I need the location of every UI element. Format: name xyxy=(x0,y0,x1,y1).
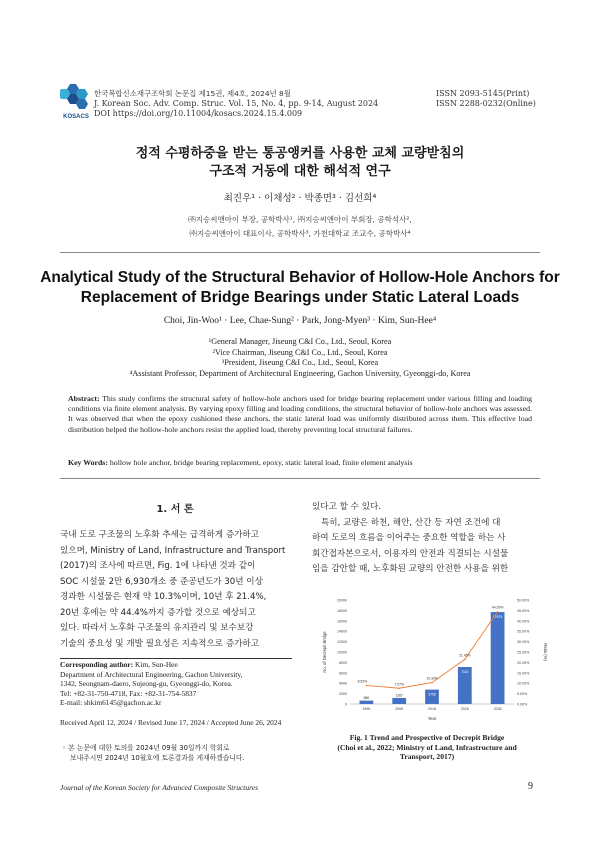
issn-print: ISSN 2093-5145(Print) xyxy=(436,89,530,98)
y-tick-label: 2000 xyxy=(339,692,347,697)
ratio-point xyxy=(366,685,368,687)
y-tick-label: 12000 xyxy=(337,640,347,645)
note-line: ◦ 본 논문에 대한 토의를 2024년 09월 30일까지 학회로 xyxy=(62,744,230,752)
abstract-text: This study confirms the structural safety of hollow-hole anchors used for bridge bearing replacement under various filling and loading conditions via finite element analysis. By varying epoxy filling and loading conditions, the structural behavior of hollow-hole anchors was assessed. It was observed that when the epoxy cushioned these anchors, the static lateral load was uniformly distributed across them. This effective load distribution helped the hollow-hole anchors resist the applied load, thereby preventing local structural failures. xyxy=(68,394,533,434)
journal-citation: J. Korean Soc. Adv. Comp. Struc. Vol. 15, No. 4, pp. 9-14, August 2024 xyxy=(94,99,379,108)
corr-line: 1342, Seongnam-daero, Sujeong-gu, Gyeonggi-do, Korea. xyxy=(60,679,233,688)
y2-tick-label: 35.00% xyxy=(517,629,530,634)
y-tick-label: 16000 xyxy=(337,619,347,624)
note-line: 보내주시면 2024년 10월호에 토론결과를 게재하겠습니다. xyxy=(70,753,245,762)
ratio-value-label: 21.45% xyxy=(459,653,471,658)
title-english-line2: Replacement of Bridge Bearings under Static Lateral Loads xyxy=(80,289,520,306)
bar xyxy=(491,612,505,704)
y2-tick-label: 20.00% xyxy=(517,660,530,665)
x-tick-label: 2026 xyxy=(460,707,469,711)
footer-journal-name: Journal of the Korean Society for Advanced Composite Structures xyxy=(60,783,259,792)
authors-english: Choi, Jin-Woo¹ · Lee, Chae-Sung² · Park, Jong-Myen³ · Kim, Sun-Hee⁴ xyxy=(163,316,437,326)
y-tick-label: 6000 xyxy=(339,671,347,676)
x-tick-label: 2006 xyxy=(395,707,404,711)
title-korean-line1: 정적 수평하중을 받는 통공앵커를 사용한 교체 교량받침의 xyxy=(135,146,465,161)
ratio-value-label: 8.93% xyxy=(357,679,368,684)
ratio-point xyxy=(398,687,400,689)
journal-info xyxy=(94,89,378,119)
logo-hexagons-icon xyxy=(60,82,92,110)
corr-email[interactable]: E-mail: shkim6145@gachon.ac.kr xyxy=(60,698,162,707)
issn-block xyxy=(436,89,536,109)
bar-value-label: 7116 xyxy=(461,669,469,674)
figure-caption xyxy=(302,733,552,762)
text-line: 국내 도로 구조물의 노후화 추세는 급격하게 증가하고 xyxy=(60,530,260,540)
keywords-label: Key Words: xyxy=(68,458,108,467)
y2-tick-label: 10.00% xyxy=(517,681,530,686)
authors-korean: 최진우¹ · 이채성² · 박종면³ · 김선희⁴ xyxy=(223,193,377,204)
intro-paragraph-continued xyxy=(312,500,544,578)
divider xyxy=(60,252,540,253)
y-tick-label: 14000 xyxy=(337,629,347,634)
x-tick-label: 1996 xyxy=(362,707,371,711)
y-tick-label: 4000 xyxy=(339,681,347,686)
affiliation-2: ²Vice Chairman, Jiseung C&I Co., Ltd., Seoul, Korea xyxy=(212,347,388,357)
doi-link[interactable]: DOI https://doi.org/10.11004/kosacs.2024.15.4.009 xyxy=(94,109,303,118)
y2-tick-label: 5.00% xyxy=(517,692,528,697)
y2-tick-label: 25.00% xyxy=(517,650,530,655)
text-line: SOC 시설물 2만 6,930개소 중 준공년도가 30년 이상 xyxy=(60,576,263,587)
x-tick-label: 2016 xyxy=(428,707,436,711)
footnote-divider xyxy=(60,658,292,659)
intro-paragraph xyxy=(60,528,292,652)
text-line: 특히, 교량은 하천, 해안, 산간 등 자연 조건에 대 xyxy=(321,517,501,528)
section-heading-introduction: 1. 서 론 xyxy=(156,504,194,515)
corresponding-author xyxy=(60,660,294,708)
keywords-text: hollow hole anchor, bridge bearing replacement, epoxy, static lateral load, finite element analysis xyxy=(109,458,413,467)
caption-line: Fig. 1 Trend and Prospective of Decrepit Bridge xyxy=(349,733,505,742)
y-tick-label: 18000 xyxy=(337,608,347,613)
y-tick-label: 0 xyxy=(345,702,347,707)
caption-line: Transport, 2017) xyxy=(399,752,455,761)
bar xyxy=(392,698,406,704)
corr-name: Kim, Sun-Hee xyxy=(135,660,178,669)
ratio-value-label: 10.30% xyxy=(426,676,438,681)
x-axis-label: Year xyxy=(427,716,437,721)
bar-value-label: 2768 xyxy=(428,692,436,697)
x-tick-label: 2036 xyxy=(493,707,502,711)
y-axis-label: No. of Decrepit Bridge xyxy=(322,631,327,673)
page-number: 9 xyxy=(528,781,533,792)
bar-value-label: 17679 xyxy=(492,615,503,620)
bar-value-label: 1167 xyxy=(395,693,403,698)
ratio-point xyxy=(464,659,466,661)
affiliation-1: ¹General Manager, Jiseung C&I Co., Ltd., Seoul, Korea xyxy=(208,337,392,346)
caption-line: (Choi et al., 2022; Ministry of Land, Infrastructure and xyxy=(337,742,517,752)
affiliation-korean-line2: ㈜지승씨앤아이 대표이사, 공학박사³, 가천대학교 조교수, 공학박사⁴ xyxy=(189,229,411,238)
ratio-point xyxy=(497,611,499,613)
text-line: 임을 감안할 때, 노후화된 교량의 안전한 사용을 위한 xyxy=(312,564,509,574)
ratio-value-label: 7.57% xyxy=(394,682,405,687)
text-line: 있다. 따라서 노후화 구조물의 유지관리 및 보수보강 xyxy=(60,623,254,633)
abstract-label: Abstract: xyxy=(68,394,100,403)
journal-logo xyxy=(60,82,92,118)
text-line: 기술의 중요성 및 개발 필요성은 지속적으로 증가하고 xyxy=(60,638,260,649)
journal-name-ko: 한국복합신소재구조학회 논문집 제15권, 제4호, 2024년 8월 xyxy=(94,89,291,98)
text-line: 있으며, Ministry of Land, Infrastructure and Transport xyxy=(60,545,286,556)
ratio-point xyxy=(431,682,433,684)
discussion-note xyxy=(62,744,294,763)
y2-tick-label: 0.00% xyxy=(517,702,528,707)
text-line: 하여 도로의 흐름을 이어주는 중요한 역할을 하는 사 xyxy=(312,533,506,543)
y2-tick-label: 15.00% xyxy=(517,671,530,676)
y-tick-label: 20000 xyxy=(337,598,347,603)
text-line: (2017)의 조사에 따르면, Fig. 1에 나타낸 것과 같이 xyxy=(60,561,256,571)
y2-tick-label: 30.00% xyxy=(517,640,530,645)
logo-text: KOSACS xyxy=(63,114,89,120)
divider xyxy=(60,478,540,479)
affiliation-4: ⁴Assistant Professor, Department of Architectural Engineering, Gachon University, Gyeonggi-do, Korea xyxy=(129,368,471,378)
ratio-value-label: 44.39% xyxy=(491,605,504,610)
bar xyxy=(360,701,374,704)
figure-1-chart xyxy=(302,590,552,725)
keywords xyxy=(68,458,532,468)
y2-tick-label: 40.00% xyxy=(517,619,530,624)
corr-label: Corresponding author: xyxy=(60,660,134,669)
bar-value-label: 650 xyxy=(363,696,370,701)
y2-tick-label: 50.00% xyxy=(517,598,530,603)
y-tick-label: 10000 xyxy=(337,650,347,655)
title-english-line1: Analytical Study of the Structural Behavior of Hollow-Hole Anchors for xyxy=(40,269,560,286)
text-line: 회간접자본으로서, 이용자의 안전과 직결되는 시설물 xyxy=(312,548,509,559)
affiliation-3: ³President, Jiseung C&I Co., Ltd., Seoul, Korea xyxy=(221,358,379,367)
issn-online: ISSN 2288-0232(Online) xyxy=(436,99,536,108)
text-line: 경과한 시설물은 현재 약 10.3%이며, 10년 후 21.4%, xyxy=(60,592,267,602)
corr-line: Tel: +82-31-750-4718, Fax: +82-31-754-5837 xyxy=(60,688,197,698)
received-dates: Received April 12, 2024 / Revised June 17, 2024 / Accepted June 26, 2024 xyxy=(60,718,282,727)
corr-line: Department of Architectural Engineering, Gachon University, xyxy=(60,669,243,679)
text-line: 20년 후에는 약 44.4%까지 증가할 것으로 예상되고 xyxy=(60,607,256,618)
y-tick-label: 8000 xyxy=(339,660,347,665)
y2-tick-label: 45.00% xyxy=(517,608,530,613)
affiliation-english xyxy=(0,337,600,379)
y2-axis-label: Ratio (%) xyxy=(543,643,548,661)
title-korean-line2: 구조적 거동에 대한 해석적 연구 xyxy=(209,164,391,179)
text-line: 있다고 할 수 있다. xyxy=(312,502,382,512)
abstract xyxy=(68,394,532,435)
affiliation-korean-line1: ㈜지승씨앤아이 부장, 공학박사¹, ㈜지승씨앤아이 부회장, 공학석사², xyxy=(188,215,412,224)
